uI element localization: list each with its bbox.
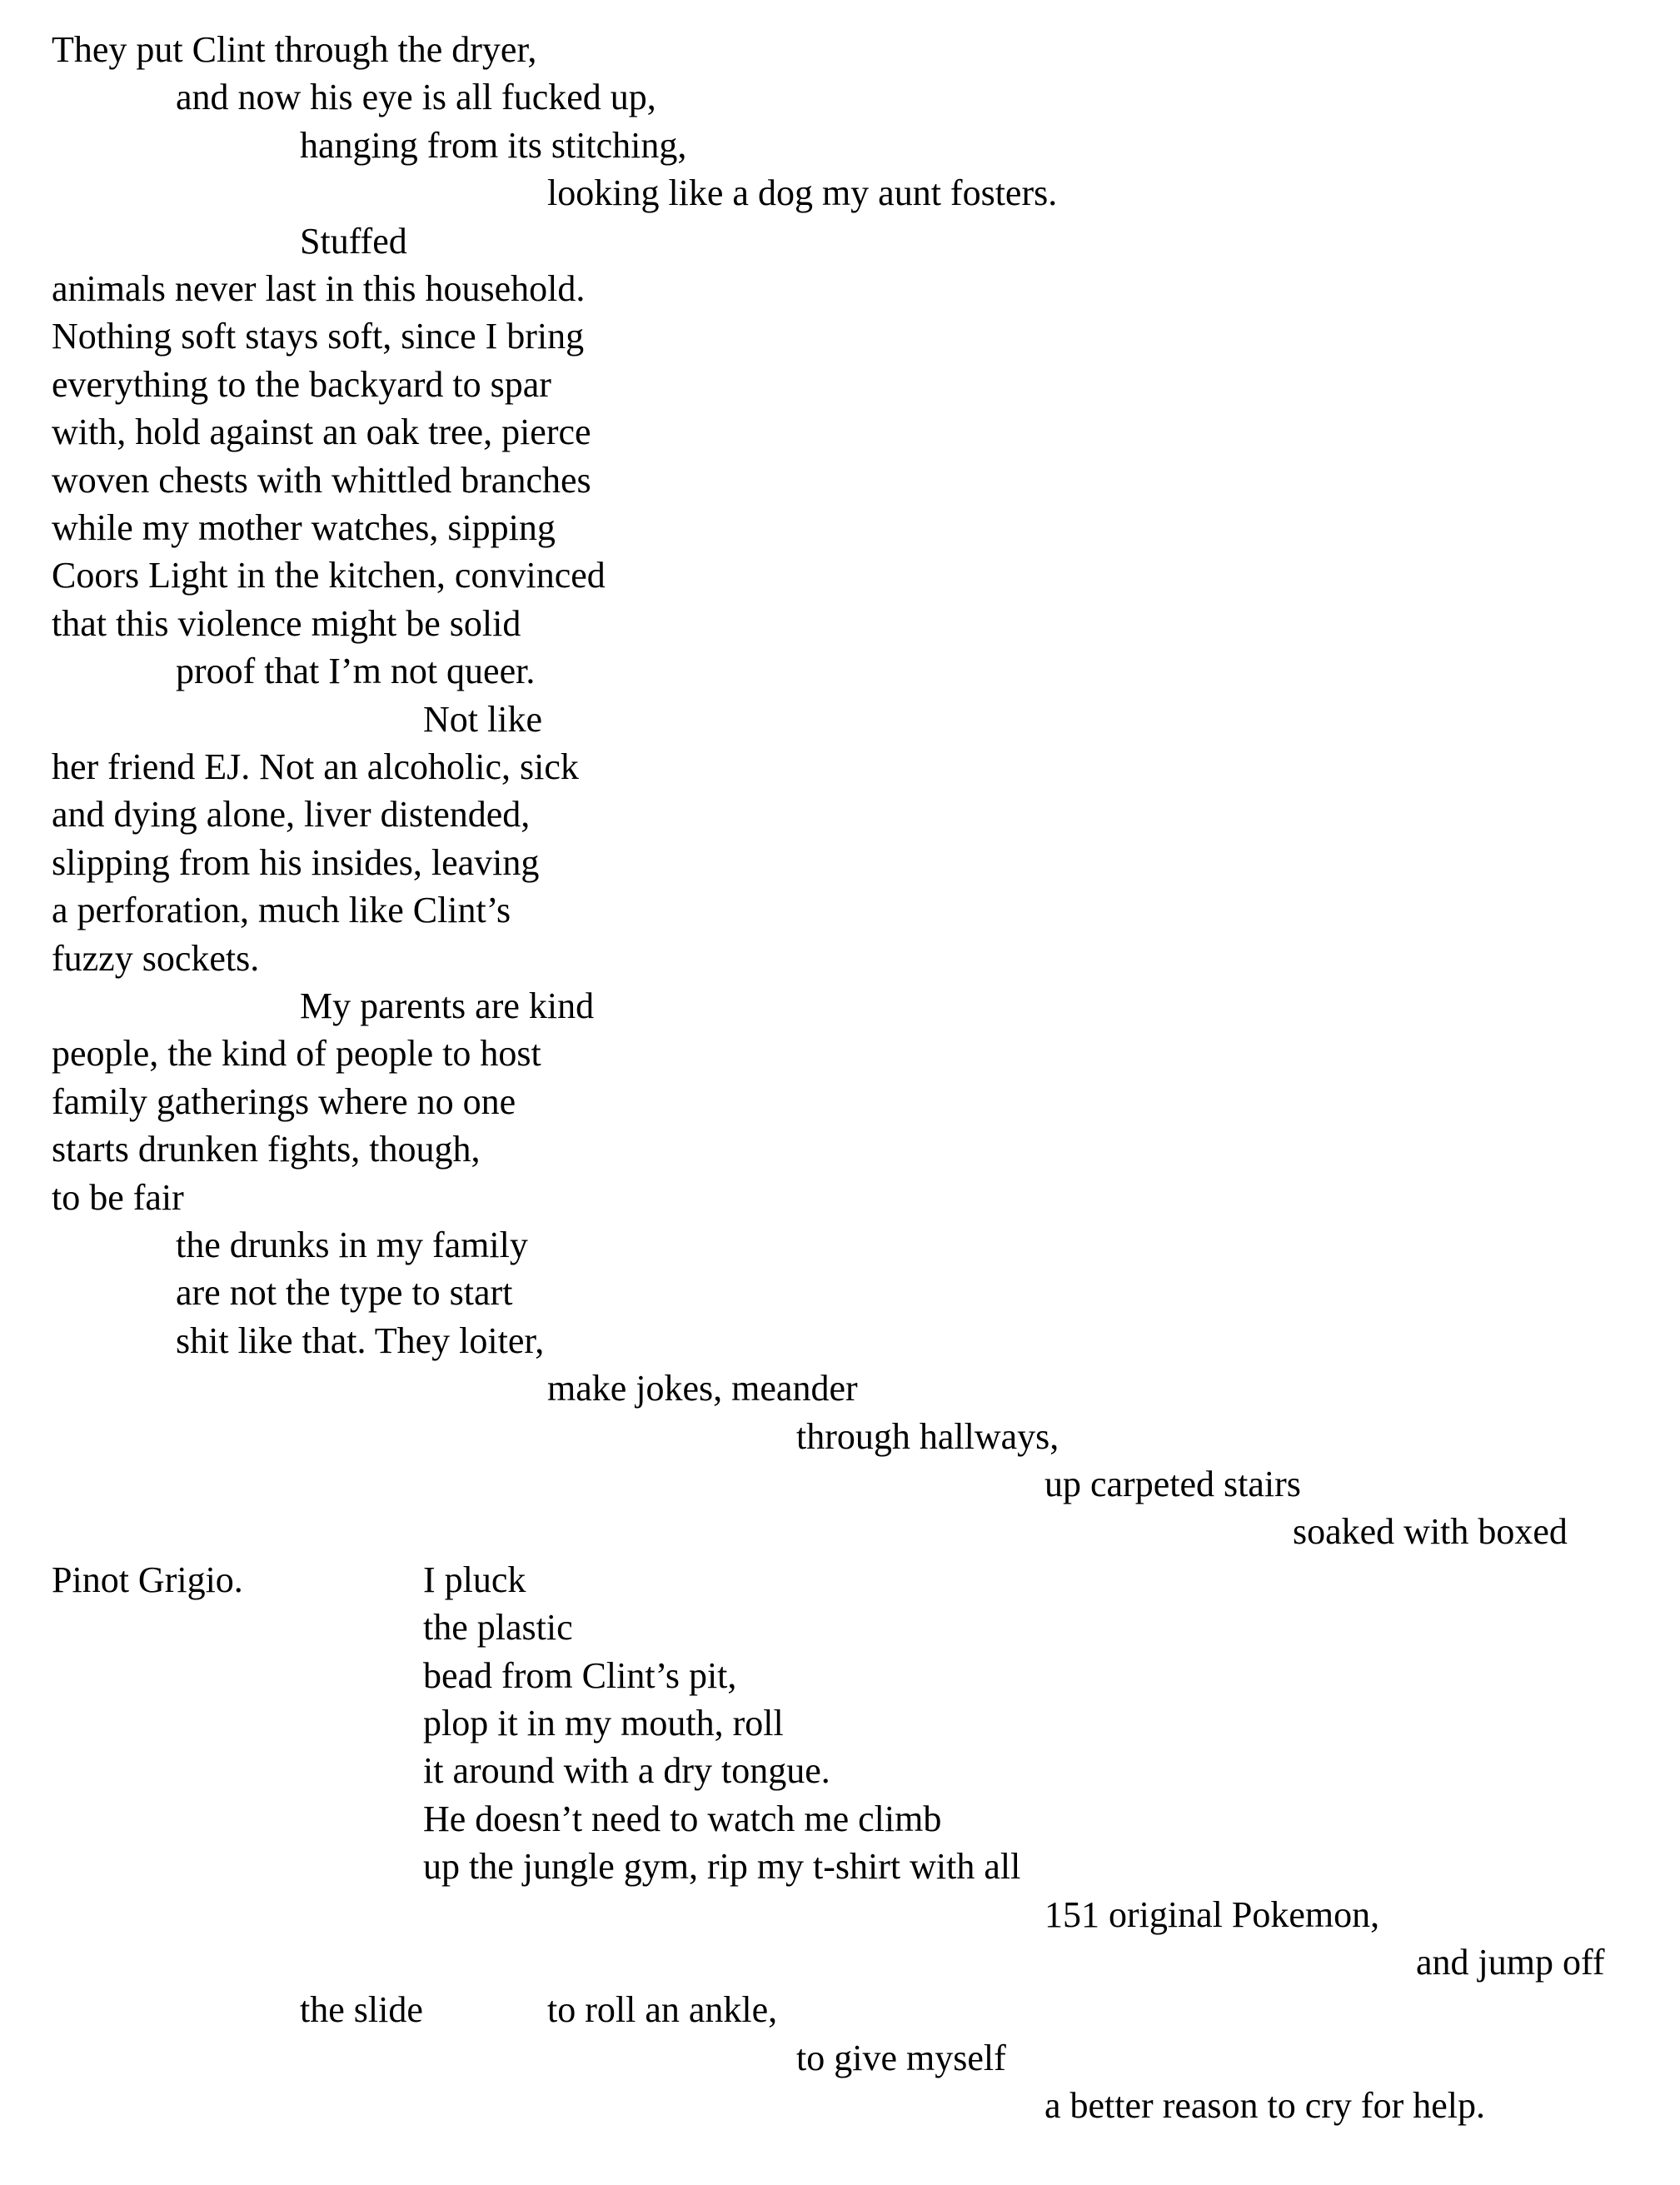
poem-line: with, hold against an oak tree, pierce xyxy=(52,412,591,452)
poem-line: make jokes, meander xyxy=(547,1368,858,1409)
poem-line: fuzzy sockets. xyxy=(52,938,260,979)
poem-line: Nothing soft stays soft, since I bring xyxy=(52,316,585,357)
poem-line: 151 original Pokemon, xyxy=(1044,1894,1380,1935)
poem-line: her friend EJ. Not an alcoholic, sick xyxy=(52,746,579,787)
poem-line: through hallways, xyxy=(796,1416,1059,1457)
poem-line: up carpeted stairs xyxy=(1044,1464,1301,1504)
poem-line: slipping from his insides, leaving xyxy=(52,842,540,883)
poem-line: people, the kind of people to host xyxy=(52,1033,541,1074)
poem-line: proof that I’m not queer. xyxy=(176,651,536,691)
poem-line: plop it in my mouth, roll xyxy=(423,1703,784,1744)
poem-line: and now his eye is all fucked up, xyxy=(176,77,656,117)
poem-line: My parents are kind xyxy=(300,985,595,1026)
poem-line: while my mother watches, sipping xyxy=(52,507,556,548)
poem-line: animals never last in this household. xyxy=(52,268,586,309)
poem-line: Not like xyxy=(423,699,542,740)
poem-line: and jump off xyxy=(1416,1942,1605,1983)
poem-line: family gatherings where no one xyxy=(52,1081,516,1122)
poem-line: soaked with boxed xyxy=(1293,1511,1568,1552)
poem-line: looking like a dog my aunt fosters. xyxy=(547,172,1058,213)
poem-line: Stuffed xyxy=(300,221,407,262)
poem-line: He doesn’t need to watch me climb xyxy=(423,1798,942,1839)
poem-line: hanging from its stitching, xyxy=(300,125,687,166)
poem-line: and dying alone, liver distended, xyxy=(52,794,531,835)
poem-line: woven chests with whittled branches xyxy=(52,460,591,501)
poem-line: starts drunken fights, though, xyxy=(52,1129,481,1170)
poem-line: everything to the backyard to spar xyxy=(52,364,551,405)
poem-line: the plastic xyxy=(423,1607,573,1648)
poem-line: to roll an ankle, xyxy=(547,1989,778,2030)
poem-line: are not the type to start xyxy=(176,1272,513,1313)
poem-line: shit like that. They loiter, xyxy=(176,1320,545,1361)
poem-line: the drunks in my family xyxy=(176,1225,528,1265)
poem-line: the slide xyxy=(300,1989,423,2030)
poem-line: Pinot Grigio. xyxy=(52,1559,243,1600)
poem-line: a perforation, much like Clint’s xyxy=(52,890,511,930)
poem-line: that this violence might be solid xyxy=(52,603,521,644)
poem-line: I pluck xyxy=(423,1559,526,1600)
poem-line: to be fair xyxy=(52,1177,184,1218)
poem-line: up the jungle gym, rip my t-shirt with all xyxy=(423,1846,1021,1887)
poem-line: to give myself xyxy=(796,2038,1006,2078)
poem-line: bead from Clint’s pit, xyxy=(423,1655,737,1696)
poem-line: Coors Light in the kitchen, convinced xyxy=(52,555,606,596)
poem-line: it around with a dry tongue. xyxy=(423,1750,830,1791)
poem-line: a better reason to cry for help. xyxy=(1044,2085,1485,2126)
poem-line: They put Clint through the dryer, xyxy=(52,29,537,70)
